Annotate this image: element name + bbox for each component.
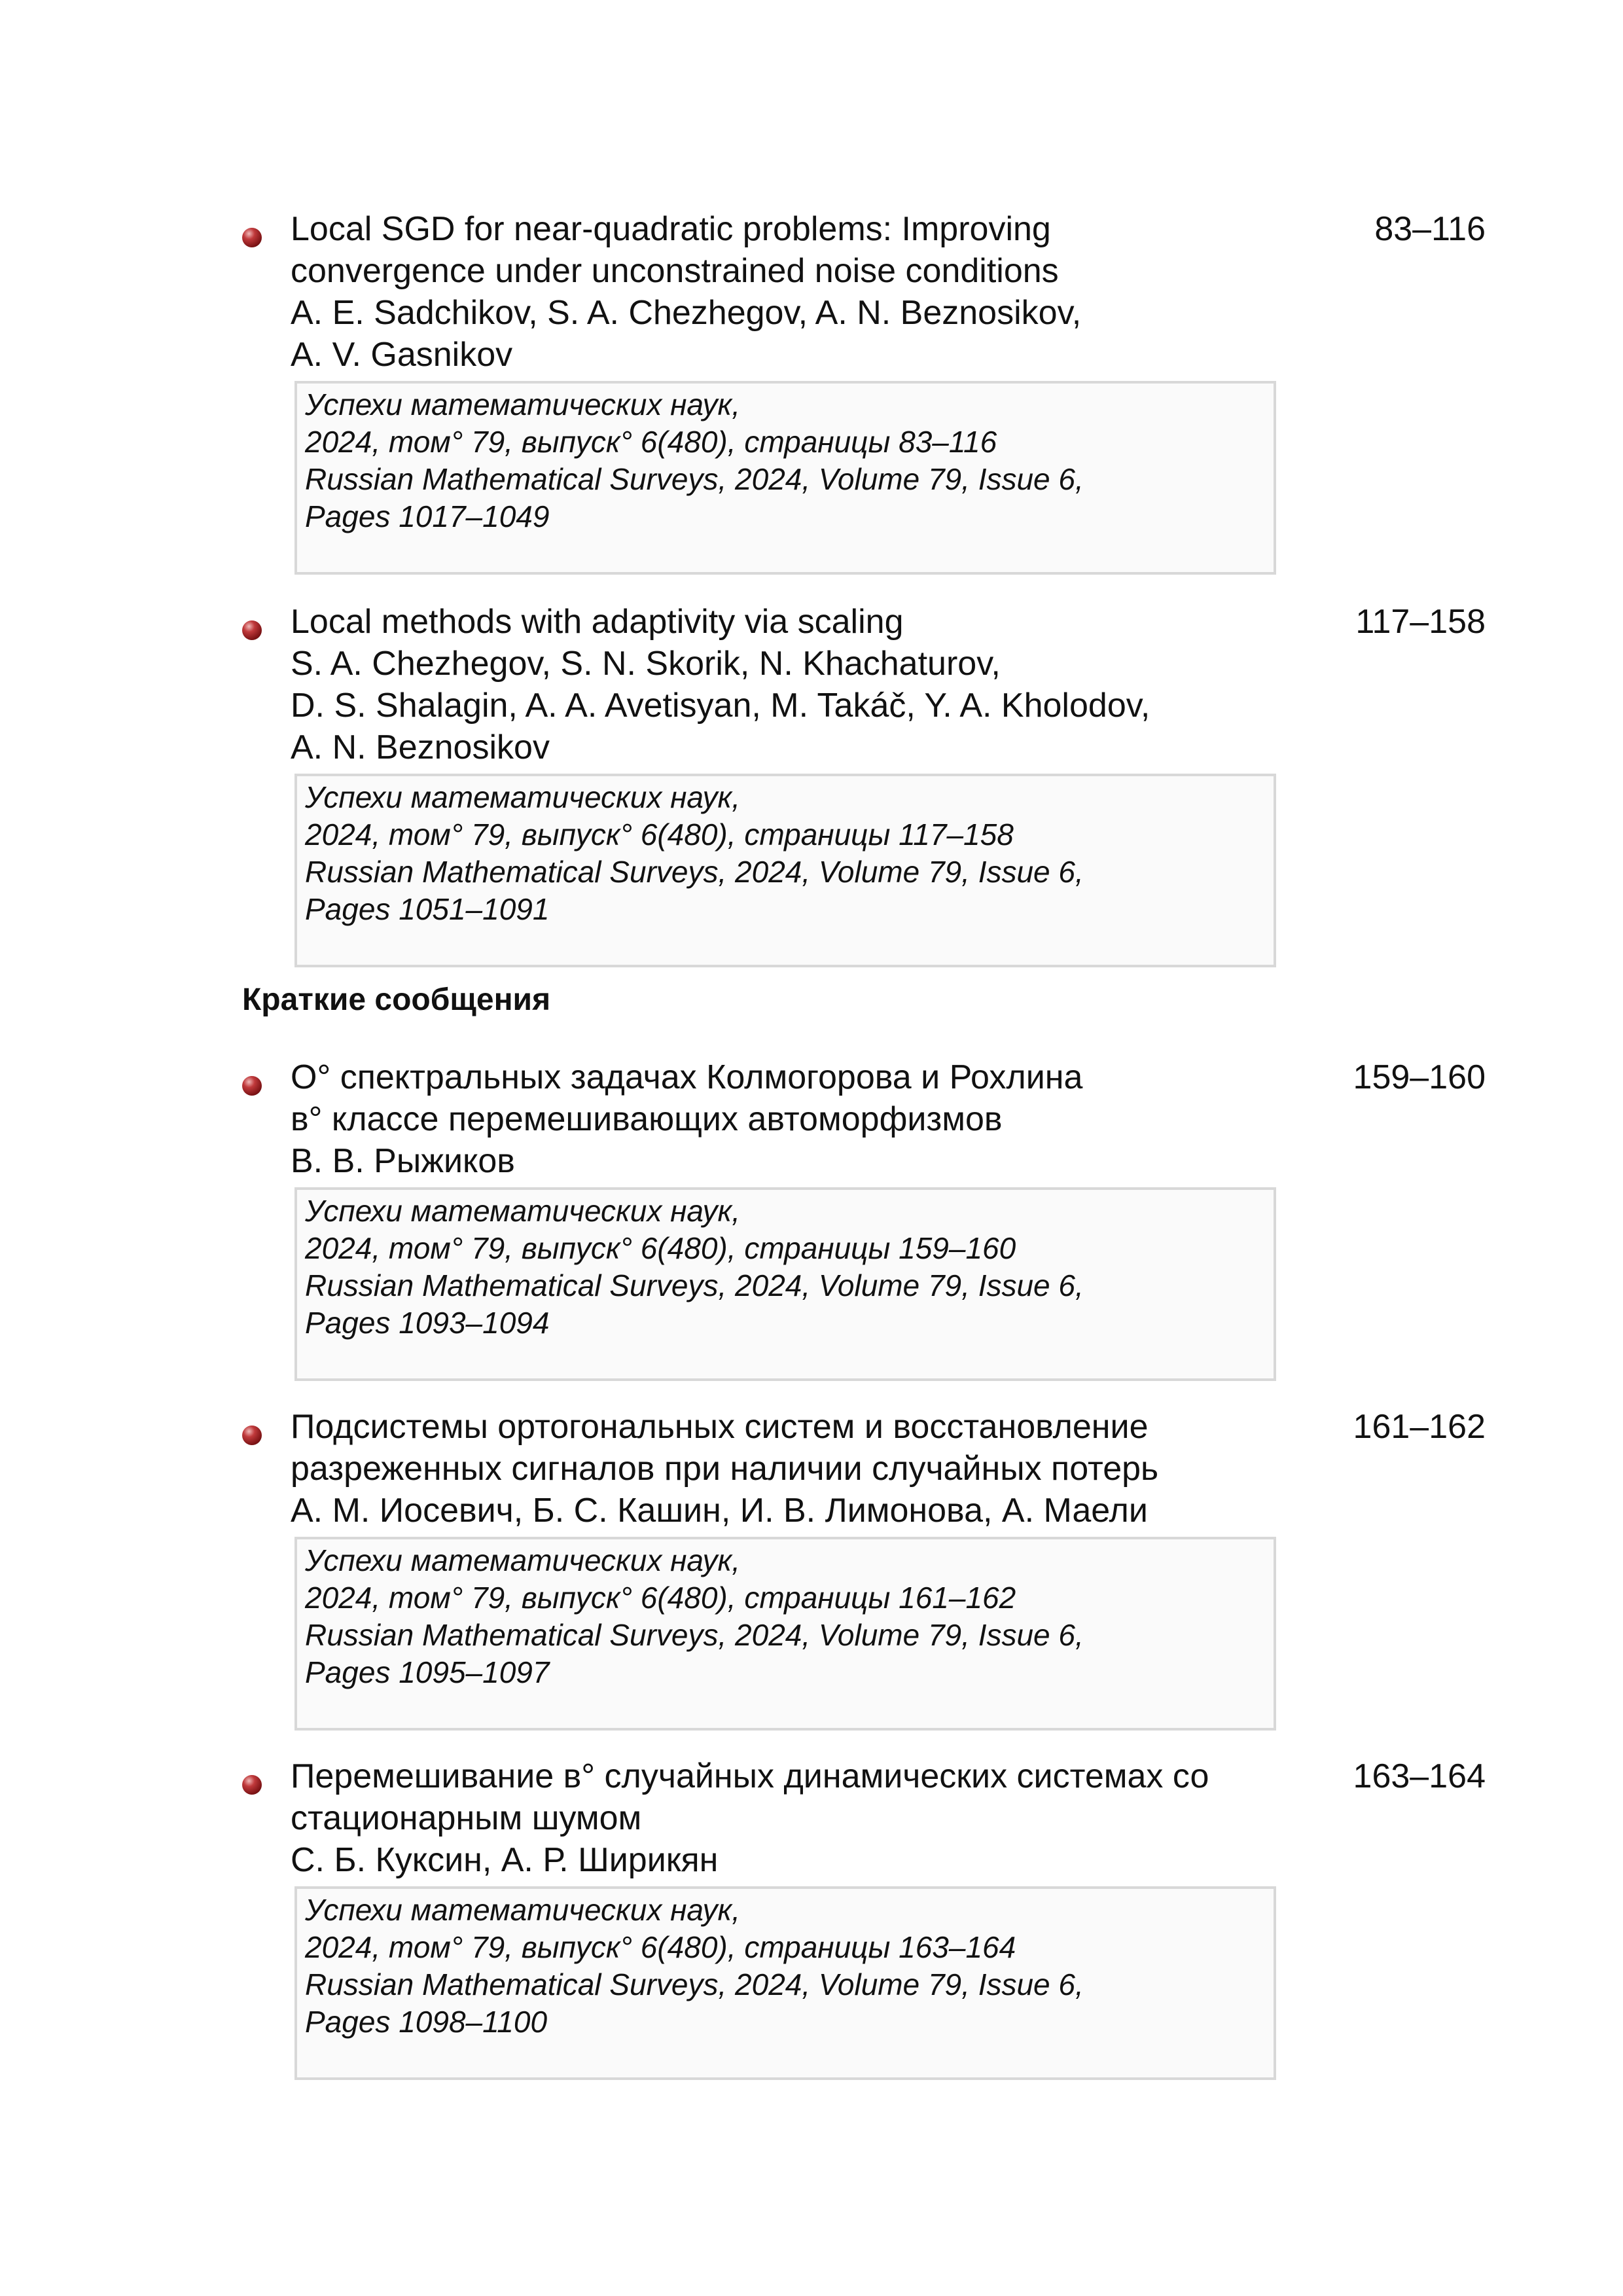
citation-line: Russian Mathematical Surveys, 2024, Volume 79, Issue 6, <box>305 1967 1084 2001</box>
citation-line: Pages 1051–1091 <box>305 892 550 926</box>
citation-box <box>294 381 1276 575</box>
citation-line: 2024, том° 79, выпуск° 6(480), страницы 83–116 <box>305 425 997 459</box>
citation-line: 2024, том° 79, выпуск° 6(480), страницы 117–158 <box>305 817 1014 852</box>
article-title-link[interactable]: Перемешивание в° случайных динамических системах со <box>291 1757 1209 1795</box>
citation-line: Russian Mathematical Surveys, 2024, Volume 79, Issue 6, <box>305 1618 1084 1652</box>
bullet-icon <box>242 620 262 640</box>
citation-box <box>294 1187 1276 1381</box>
citation-line: 2024, том° 79, выпуск° 6(480), страницы 159–160 <box>305 1231 1016 1265</box>
citation-line: Pages 1017–1049 <box>305 499 550 533</box>
authors-line: В. В. Рыжиков <box>291 1142 515 1180</box>
citation-line: Pages 1093–1094 <box>305 1306 550 1340</box>
citation-line: Russian Mathematical Surveys, 2024, Volume 79, Issue 6, <box>305 1268 1084 1302</box>
authors-line: A. N. Beznosikov <box>291 728 550 766</box>
citation-line: Pages 1095–1097 <box>305 1655 550 1689</box>
authors-line: С. Б. Куксин, А. Р. Ширикян <box>291 1841 719 1879</box>
entry-text <box>291 1056 1338 1182</box>
article-title-link[interactable]: в° классе перемешивающих автоморфизмов <box>291 1100 1003 1138</box>
citation-box <box>294 774 1276 967</box>
authors-line: А. М. Иосевич, Б. С. Кашин, И. В. Лимонова, А. Маели <box>291 1492 1148 1530</box>
citation-line: 2024, том° 79, выпуск° 6(480), страницы 161–162 <box>305 1581 1016 1615</box>
authors-line: A. E. Sadchikov, S. A. Chezhegov, A. N. Beznosikov, <box>291 294 1082 332</box>
entry-text <box>291 208 1338 376</box>
citation-box <box>294 1886 1276 2080</box>
bullet-icon <box>242 1076 262 1096</box>
authors-line: S. A. Chezhegov, S. N. Skorik, N. Khachaturov, <box>291 645 1001 683</box>
citation-line: Успехи математических наук, <box>305 780 740 814</box>
page-range: 83–116 <box>1374 210 1486 248</box>
citation-line: Успехи математических наук, <box>305 387 740 422</box>
citation-line: Успехи математических наук, <box>305 1543 740 1577</box>
page-range: 159–160 <box>1353 1058 1486 1096</box>
bullet-icon <box>242 228 262 247</box>
article-title-link[interactable]: стационарным шумом <box>291 1799 642 1837</box>
article-title-link[interactable]: Local SGD for near-quadratic problems: Improving <box>291 210 1051 248</box>
entry-text <box>291 1755 1338 1881</box>
citation-line: Russian Mathematical Surveys, 2024, Volume 79, Issue 6, <box>305 855 1084 889</box>
article-title-link[interactable]: convergence under unconstrained noise conditions <box>291 252 1059 290</box>
citation-line: Успехи математических наук, <box>305 1194 740 1228</box>
bullet-icon <box>242 1426 262 1445</box>
entry-text <box>291 601 1338 768</box>
authors-line: A. V. Gasnikov <box>291 336 513 374</box>
article-title-link[interactable]: разреженных сигналов при наличии случайных потерь <box>291 1450 1159 1488</box>
authors-line: D. S. Shalagin, A. A. Avetisyan, M. Takáč, Y. A. Kholodov, <box>291 687 1150 725</box>
page-range: 117–158 <box>1355 603 1486 641</box>
bullet-icon <box>242 1775 262 1795</box>
section-heading: Краткие сообщения <box>242 982 551 1017</box>
citation-line: Успехи математических наук, <box>305 1893 740 1927</box>
citation-line: 2024, том° 79, выпуск° 6(480), страницы 163–164 <box>305 1930 1016 1964</box>
article-title-link[interactable]: Local methods with adaptivity via scaling <box>291 603 904 641</box>
citation-line: Pages 1098–1100 <box>305 2005 548 2039</box>
entry-text <box>291 1406 1338 1532</box>
citation-box <box>294 1537 1276 1731</box>
article-title-link[interactable]: О° спектральных задачах Колмогорова и Рохлина <box>291 1058 1083 1096</box>
page-range: 163–164 <box>1353 1757 1486 1795</box>
citation-line: Russian Mathematical Surveys, 2024, Volume 79, Issue 6, <box>305 462 1084 496</box>
page-range: 161–162 <box>1353 1408 1486 1446</box>
article-title-link[interactable]: Подсистемы ортогональных систем и восстановление <box>291 1408 1149 1446</box>
